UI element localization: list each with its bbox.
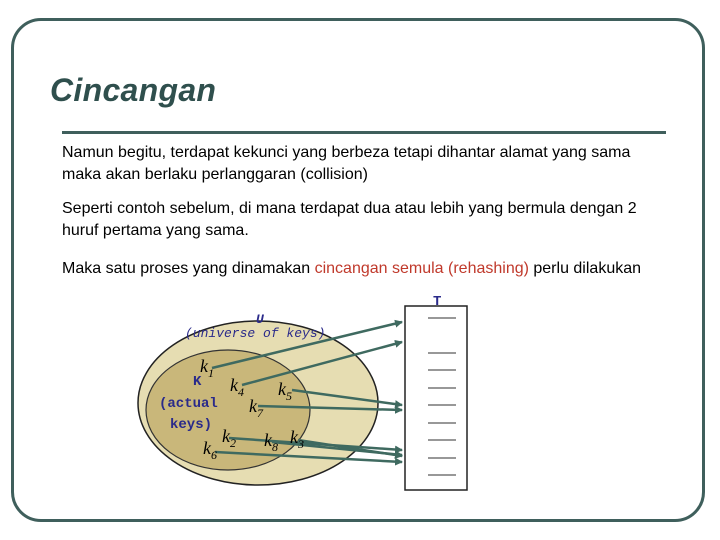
slide-title: Cincangan	[50, 72, 217, 108]
key-k1-subscript: 1	[208, 366, 214, 380]
key-k5-subscript: 5	[286, 389, 292, 403]
hash-table	[405, 306, 467, 490]
key-k2-subscript: 2	[230, 436, 236, 450]
rehashing-highlight: cincangan semula (rehashing)	[314, 260, 529, 277]
actual-keys-line1: (actual	[159, 396, 218, 412]
key-k4: $k_4$	[230, 375, 244, 399]
key-k8: $k_8$	[264, 430, 278, 454]
key-k1: $k_1$	[200, 356, 214, 380]
key-k6-subscript: 6	[211, 448, 217, 462]
paragraph-collision: Namun begitu, terdapat kekunci yang berbeza tetapi dihantar alamat yang sama maka akan berlaku perlanggaran (collision)	[62, 144, 631, 183]
key-k2: $k_2$	[222, 426, 236, 450]
key-k8-subscript: 8	[272, 440, 278, 454]
universe-letter: U	[256, 312, 264, 327]
actual-keys-letter: K	[193, 374, 202, 390]
key-k6: $k_6$	[203, 438, 217, 462]
paragraph-example: Seperti contoh sebelum, di mana terdapat dua atau lebih yang bermula dengan 2 huruf pertama yang sama.	[62, 200, 637, 239]
key-k4-subscript: 4	[238, 385, 244, 399]
actual-keys-line2: keys)	[170, 417, 213, 433]
key-k7: $k_7$	[249, 396, 263, 420]
key-k3: $k_3$	[290, 427, 304, 451]
key-k3-subscript: 3	[298, 437, 304, 451]
key-k7-subscript: 7	[257, 406, 263, 420]
paragraph-rehashing-pre: Maka satu proses yang dinamakan	[62, 260, 315, 277]
paragraph-rehashing-post: perlu dilakukan	[528, 260, 642, 277]
key-k5: $k_5$	[278, 379, 292, 403]
universe-caption: (universe of keys)	[185, 326, 326, 341]
table-label: T	[433, 294, 442, 310]
hash-table-body	[405, 306, 467, 490]
